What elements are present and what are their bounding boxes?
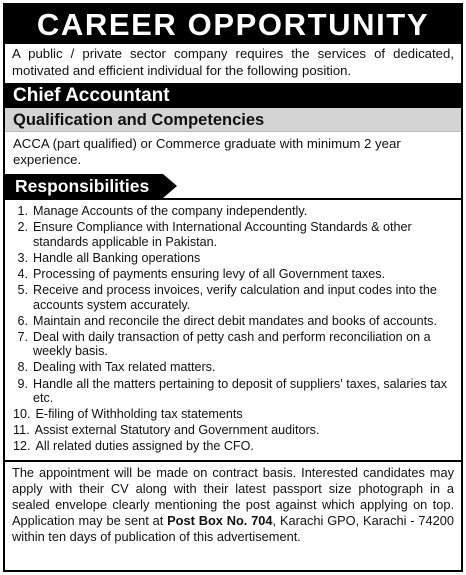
list-item-text: Dealing with Tax related matters. — [33, 360, 216, 375]
list-item — [13, 330, 453, 359]
list-item — [13, 360, 453, 375]
list-item-text: Maintain and reconcile the direct debit mandates and books of accounts. — [33, 313, 437, 328]
list-item-text: Handle all the matters pertaining to deposit of suppliers' taxes, salaries tax etc. — [33, 376, 448, 406]
qualification-text: ACCA (part qualified) or Commerce graduate with minimum 2 year experience. — [13, 136, 401, 167]
list-item-number: 10. — [13, 407, 31, 422]
intro-text: A public / private sector company requires the services of dedicated, motivated and efficient individual for the following position. — [12, 46, 454, 78]
list-item — [13, 267, 453, 282]
list-item-text: E-filing of Withholding tax statements — [35, 407, 243, 422]
qualification-heading: Qualification and Competencies — [5, 108, 461, 132]
list-item — [13, 314, 453, 329]
post-box-number: Post Box No. 704 — [167, 512, 273, 528]
list-item-text: Ensure Compliance with International Accounting Standards & other standards applicable in Pakistan. — [33, 220, 412, 249]
list-item — [13, 204, 453, 219]
headline: CAREER OPPORTUNITY — [5, 5, 461, 44]
position-title: Chief Accountant — [5, 83, 461, 108]
list-item-number: 5. — [17, 282, 28, 297]
list-item-number: 3. — [17, 250, 28, 265]
list-item — [13, 377, 453, 406]
list-item — [13, 251, 453, 266]
list-item-number: 11. — [13, 423, 30, 438]
list-item — [13, 220, 453, 249]
responsibilities-section-header — [5, 174, 461, 200]
list-item-number: 9. — [17, 376, 28, 391]
list-item — [13, 423, 453, 438]
list-item-number: 6. — [17, 313, 28, 328]
list-item-text: Assist external Statutory and Government auditors. — [34, 423, 320, 438]
list-item — [13, 283, 453, 312]
list-item-text: Manage Accounts of the company independently. — [33, 204, 308, 218]
footer-text-after: , Karachi GPO, Karachi - 74200 within ten days of publication of this advertisement. — [12, 512, 454, 544]
responsibilities-list — [5, 200, 461, 462]
list-item-number: 8. — [17, 360, 28, 375]
list-item-text: Deal with daily transaction of petty cash and perform reconciliation on a weekly basis. — [33, 329, 431, 359]
list-item — [13, 407, 453, 422]
footer-text-before: The appointment will be made on contract basis. Interested candidates may apply with their CV along with their latest passport size photograph in a sealed envelope clearly mentioning the post against which applying on top. Application may be sent at — [12, 464, 454, 528]
list-item-number: 7. — [17, 329, 28, 344]
job-advertisement — [3, 3, 463, 572]
list-item-text: All related duties assigned by the CFO. — [35, 439, 254, 454]
application-instructions — [5, 462, 461, 548]
list-item — [13, 439, 453, 454]
list-item-number: 2. — [17, 220, 28, 235]
list-item-text: Receive and process invoices, verify calculation and input codes into the accounts system accurately. — [33, 282, 437, 312]
list-item-text: Processing of payments ensuring levy of all Government taxes. — [33, 266, 386, 281]
responsibilities-heading: Responsibilities — [5, 174, 163, 198]
list-item-number: 1. — [17, 204, 28, 218]
list-item-text: Handle all Banking operations — [33, 250, 201, 265]
list-item-number: 4. — [17, 266, 28, 281]
list-item-number: 12. — [13, 439, 31, 454]
